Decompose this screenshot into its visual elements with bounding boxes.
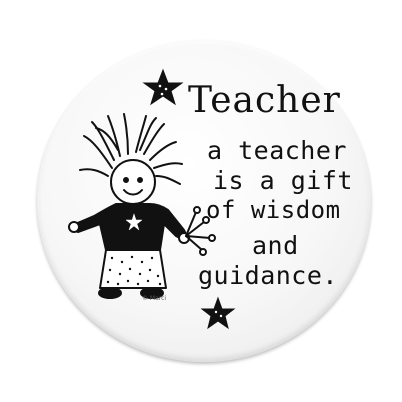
quote-line-2: is a gift [213,166,353,195]
star-icon [144,70,182,104]
quote-line-5: guidance. [198,261,338,290]
quote-line-4: and [252,231,299,260]
copyright-mark: © Marci [142,295,167,302]
badge-title: Teacher [188,80,341,121]
quote-line-1: a teacher [207,136,347,165]
quote-line-3: of wisdom [206,196,341,224]
star-icon [202,298,234,328]
girl-drawing [69,114,215,298]
